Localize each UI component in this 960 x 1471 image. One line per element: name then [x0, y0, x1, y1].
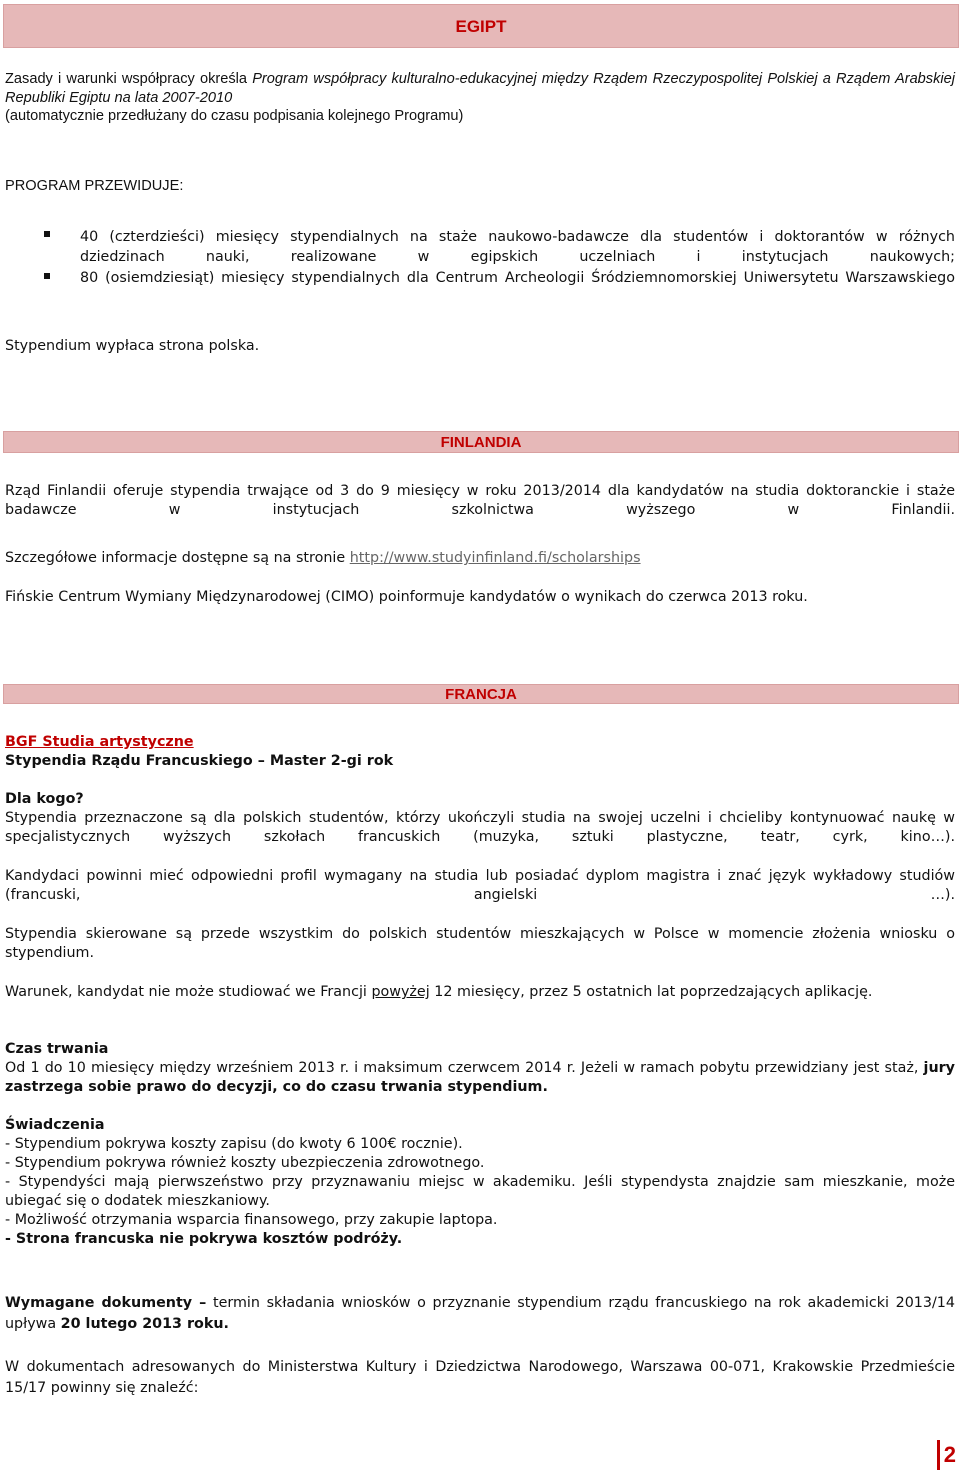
duration-bold-note: jury zastrzega sobie prawo do decyzji, co do czasu trwania stypendium.: [5, 1060, 955, 1095]
francja-who-paragraph-1: Stypendia przeznaczone są dla polskich studentów, którzy ukończyli studia na swojej uczelni i chcieliby kontynuować naukę w specjalistycznych wyższych szkołach francuskich (muzyka, sztuki plastyczne, teatr, cyrk, kino…).: [5, 810, 955, 845]
francja-benefit-5: - Strona francuska nie pokrywa kosztów podróży.: [5, 1231, 403, 1247]
egipt-intro-prefix: Zasady i warunki współpracy określa: [5, 71, 253, 87]
francja-who-paragraph-2: Kandydaci powinni mieć odpowiedni profil wymagany na studia lub posiadać dyplom magistra i znać język wykładowy studiów (francuski, angielski …).: [5, 868, 955, 903]
docs-bold-label: Wymagane dokumenty –: [5, 1295, 207, 1311]
section-header-egipt: EGIPT: [3, 4, 959, 48]
section-header-finlandia: FINLANDIA: [3, 431, 959, 453]
finlandia-paragraph-2: [5, 549, 955, 568]
egipt-intro: [5, 70, 955, 126]
docs-text: termin składania wniosków o przyznanie stypendium rządu francuskiego na rok akademicki 2013/14 upływa: [5, 1295, 955, 1332]
francja-benefit-3: - Stypendyści mają pierwszeństwo przy przyznawaniu miejsc w akademiku. Jeśli stypendysta znajdzie sam mieszkanie, może ubiegać się o dodatek mieszkaniowy.: [5, 1174, 955, 1209]
finlandia-info-text: Szczegółowe informacje dostępne są na stronie: [5, 550, 350, 566]
francja-who-paragraph-3: Stypendia skierowane są przede wszystkim do polskich studentów mieszkających w Polsce w momencie złożenia wniosku o stypendium.: [5, 926, 955, 961]
condition-suffix: 12 miesięcy, przez 5 ostatnich lat poprzedzających aplikację.: [429, 984, 873, 1000]
francja-benefits-heading: Świadczenia: [5, 1117, 105, 1133]
francja-docs-paragraph: [5, 1293, 955, 1334]
docs-deadline: 20 lutego 2013 roku.: [60, 1315, 229, 1332]
duration-text: Od 1 do 10 miesięcy między wrześniem 2013 r. i maksimum czerwcem 2014 r. Jeżeli w ramach pobytu przewidziany jest staż,: [5, 1060, 924, 1076]
bullet-square-icon: [44, 231, 50, 237]
page-number: 2: [937, 1440, 956, 1470]
francja-condition: [5, 983, 955, 1002]
francja-duration-heading: Czas trwania: [5, 1041, 109, 1057]
francja-link-title: [5, 733, 955, 752]
condition-prefix: Warunek, kandydat nie może studiować we Francji: [5, 984, 372, 1000]
francja-duration-text: [5, 1059, 955, 1096]
francja-benefit-4: - Możliwość otrzymania wsparcia finansowego, przy zakupie laptopa.: [5, 1212, 498, 1228]
egipt-intro-suffix: (automatycznie przedłużany do czasu podpisania kolejnego Programu): [5, 108, 464, 124]
section-header-francja: FRANCJA: [3, 684, 959, 704]
francja-docs-paragraph-2: W dokumentach adresowanych do Ministerstwa Kultury i Dziedzictwa Narodowego, Warszawa 00-071, Krakowskie Przedmieście 15/17 powinny się znaleźć:: [5, 1359, 955, 1396]
bullet-square-icon: [44, 273, 50, 279]
finlandia-paragraph-3: Fińskie Centrum Wymiany Międzynarodowej (CIMO) poinformuje kandydatów o wynikach do czerwca 2013 roku.: [5, 589, 808, 605]
egipt-program-heading: PROGRAM PRZEWIDUJE:: [5, 178, 184, 194]
egipt-bullet-2: 80 (osiemdziesiąt) miesięcy stypendialnych dla Centrum Archeologii Śródziemnomorskiej Uniwersytetu Warszawskiego: [80, 270, 955, 286]
studyinfinland-link[interactable]: http://www.studyinfinland.fi/scholarships: [349, 550, 641, 566]
egipt-note: Stypendium wypłaca strona polska.: [5, 338, 260, 354]
francja-benefit-2: - Stypendium pokrywa również koszty ubezpieczenia zdrowotnego.: [5, 1155, 485, 1171]
bgf-studia-link[interactable]: BGF Studia artystyczne: [5, 734, 194, 750]
egipt-program-title: Program współpracy kulturalno-edukacyjnej między Rządem Rzeczypospolitej Polskiej a Rządem Arabskiej Republiki Egiptu na lata 2007-2010: [5, 71, 955, 106]
francja-who-heading: Dla kogo?: [5, 791, 84, 807]
egipt-bullet-1: 40 (czterdzieści) miesięcy stypendialnych na staże naukowo-badawcze dla studentów i doktorantów w różnych dziedzinach nauki, realizowane w egipskich uczelniach i instytucjach naukowych;: [80, 229, 955, 265]
francja-subtitle: Stypendia Rządu Francuskiego – Master 2-gi rok: [5, 753, 394, 769]
condition-underlined: powyżej: [371, 984, 430, 1000]
finlandia-paragraph-1: Rząd Finlandii oferuje stypendia trwające od 3 do 9 miesięcy w roku 2013/2014 dla kandydatów na studia doktoranckie i staże badawcze w instytucjach szkolnictwa wyższego w Finlandii.: [5, 483, 955, 518]
francja-benefit-1: - Stypendium pokrywa koszty zapisu (do kwoty 6 100€ rocznie).: [5, 1136, 463, 1152]
